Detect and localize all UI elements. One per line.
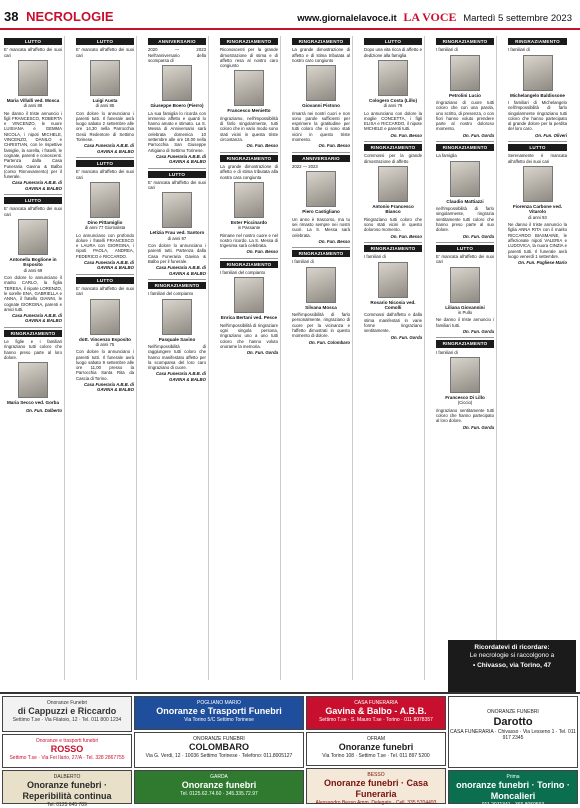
notice-block — [364, 141, 422, 242]
ad-line1: BESSO — [367, 772, 385, 778]
notice-intro: I familiari di — [436, 47, 458, 53]
funeral-home-ad[interactable] — [306, 696, 446, 730]
ad-line1: Onoranze Funebri — [46, 700, 88, 706]
portrait-photo — [90, 60, 120, 96]
notice-body: La sua famiglia lo ricorda con immenso affetto e quanti lo hanno amato e stimato. La S. Messa di Anniversario sarà celebrata domenica 10 settembre alle ore 18,00 nella Parrocchia San Giuseppe Artigiano di Settimo Torinese. — [148, 110, 206, 153]
notice-intro: 2020 — 2023 Nell'anniversario della scomparsa di — [148, 47, 206, 63]
notice-body: Con dolore lo annunciano i parenti tutti. Il funerale avrà luogo sabato 9 settembre alle ore 11,00 presso la Parrocchia Santa Rita da Cascia di Torino. — [76, 349, 134, 381]
notice-type: LUTTO — [76, 38, 134, 45]
funeral-ads-strip — [0, 692, 580, 808]
deceased-name: Piero Castigliano — [302, 209, 340, 215]
notice-type: RINGRAZIAMENTO — [364, 245, 422, 252]
notice-type: LUTTO — [364, 38, 422, 45]
ad-brand: Gavina & Balbo - A.B.B. — [325, 706, 427, 716]
notice-block — [76, 274, 134, 396]
notice-intro: I familiari di — [364, 254, 386, 260]
funeral-home-signature: Casa Funeraria A.B.B. di GAVINA & BALBO — [84, 143, 134, 154]
notice-type: RINGRAZIAMENTO — [4, 330, 62, 337]
deceased-age: di anni 69 — [23, 267, 43, 273]
page-number: 38 — [4, 9, 19, 24]
ad-contact: CASA FUNERARIA · Chivasso · Via Lesseno 1 · Tel. 011 917 2345 — [450, 729, 576, 741]
deceased-name: Giuseppe Boero (Pierro) — [150, 103, 204, 109]
column-6 — [362, 36, 425, 680]
portrait-photo — [234, 70, 264, 106]
notice-intro: E' mancata all'affetto dei suoi cari — [436, 254, 494, 265]
notice-type: RINGRAZIAMENTO — [436, 38, 494, 45]
notice-intro: E' mancata all'affetto dei suoi cari — [4, 47, 62, 58]
deceased-age: di anni 77 Giornalista — [84, 225, 126, 231]
funeral-home-signature: On. Fun. Gorda — [462, 329, 494, 335]
funeral-home-ad[interactable] — [306, 768, 446, 804]
notice-body: Ne danno il triste annuncio la figlia ANNA RITA con il marito RICCARDO BIASMAINE, le affezionate nipoti VALERIA e LUDOVICA, la nuora CINZIA e parenti tutti. Il funerale avrà luogo venerdì 1 settembre. — [508, 222, 567, 259]
funeral-home-signature: On. Fun. Besso — [318, 143, 350, 149]
newspaper-brand: LA VOCE — [403, 10, 457, 24]
deceased-name: Letizia Frau ved. Santoro — [149, 230, 205, 236]
deceased-age: di anni 97 — [167, 235, 187, 241]
funeral-home-signature: Casa Funeraria A.B.B. di GAVINA & BALBO — [156, 265, 206, 276]
deceased-name: Francesco Menietto — [227, 108, 271, 114]
funeral-home-signature: On. Fun. Gorda — [462, 424, 494, 430]
ad-contact: Tel. 0125 645 789 — [47, 802, 87, 808]
notice-body: Lo annunciano con profondo dolore i fratelli FRANCESCO e LAURA con GIORGINA, i nipoti PAOLA, ANDREA, FEDERICO e RICCARDO. — [76, 232, 134, 259]
funeral-home-signature: On. Fun. Colombaro — [308, 339, 350, 345]
funeral-home-signature: On. Fun. Dalberto — [25, 407, 62, 413]
notice-block — [436, 337, 494, 432]
funeral-home-ad[interactable] — [2, 696, 132, 732]
notice-block — [508, 36, 567, 141]
ad-brand: Onoranze funebri — [338, 742, 414, 752]
page-header — [0, 0, 580, 30]
notice-block — [436, 36, 494, 141]
notice-block — [148, 279, 206, 385]
notice-intro: La famiglia — [436, 153, 457, 159]
funeral-home-signature: Casa Funeraria A.B.B. di GAVINA & BALBO — [84, 382, 134, 393]
funeral-home-signature: Casa Funeraria A.B.B. di GAVINA & BALBO — [12, 313, 62, 324]
notice-intro: E' mancato all'affetto dei suoi cari — [76, 47, 134, 58]
notice-block — [220, 152, 278, 258]
notice-intro: I familiari di — [508, 47, 530, 53]
notice-type: RINGRAZIAMENTO — [220, 38, 278, 45]
ad-contact: Alessandro Besso Amm. Delegato · Cell. 335 5704493 — [315, 800, 437, 806]
notice-body: rimarrà nei nostri cuori e non sono parole sufficienti per esprimere la gratitudine per tutti coloro che ci sono stati vicini in questo triste momento. — [292, 110, 350, 143]
notice-block — [76, 157, 134, 274]
ad-contact: 011 2071341 · 366 8050593 — [481, 802, 545, 808]
deceased-age: (Ciccio) — [457, 400, 473, 406]
column-8 — [506, 36, 569, 680]
ricordate-line1: Ricordatevi di ricordare: — [474, 644, 550, 651]
header-right — [297, 10, 572, 25]
deceased-name: Giovanni Pistono — [302, 103, 340, 109]
notice-block — [292, 247, 350, 348]
notice-body: Con dolore lo annunciano il marito CARLO, la figlia TERESA, il nipote LORENZO, le sorelle ENA, GABRIELLA e ANNA, il fratello GIANNI, le cognate GIORGINA, parenti e amici tutti. — [4, 275, 62, 312]
deceased-name: Dino Pittamiglio — [87, 219, 123, 225]
notice-type: LUTTO — [76, 160, 134, 167]
portrait-photo — [450, 161, 480, 197]
notice-intro: I familiari del compianto — [148, 291, 194, 297]
column-7 — [434, 36, 497, 680]
portrait-photo — [378, 166, 408, 202]
ad-brand: Onoranze funebri · Reperibilità continua — [22, 780, 112, 801]
ad-line1: Onoranze e trasporti funebri — [35, 738, 99, 744]
deceased-name: Francesco Di Lillo — [445, 394, 485, 400]
portrait-photo — [378, 262, 408, 298]
deceased-name: Rosario Nicosia ved. Comolli — [370, 299, 416, 310]
funeral-home-signature: On. Fun. Besso — [390, 233, 422, 239]
funeral-home-signature: Casa Funeraria A.B.B. di GAVINA & BALBO — [12, 180, 62, 191]
notice-type: LUTTO — [76, 277, 134, 284]
notice-body: Nell'impossibilità di ringraziare ogni singola persona, ringraziano uno a uno tutti coloro che hanno voluto onorarne la memoria. — [220, 322, 278, 349]
ad-brand: di Cappuzzi e Riccardo — [17, 706, 117, 716]
header-left — [4, 9, 114, 24]
funeral-home-signature: On. Fun. Besso — [318, 238, 350, 244]
deceased-name: Claudio Mattiazzi — [446, 198, 484, 204]
notice-intro: La grande dimostrazione di affetto e di stima tributata alla nostra cara congiunta — [220, 163, 278, 180]
ad-brand: COLOMBARO — [189, 742, 249, 752]
funeral-home-signature: On. Fun. Besso — [246, 249, 278, 255]
deceased-name: Pasquale Savino — [158, 336, 196, 342]
section-title: NECROLOGIE — [26, 9, 114, 24]
ad-line1: Prima — [506, 774, 520, 780]
deceased-age: di anni 85 — [95, 103, 115, 109]
site-url[interactable]: www.giornalelavoce.it — [297, 13, 397, 24]
funeral-home-signature: Casa Funeraria A.B.B. di GAVINA & BALBO — [156, 371, 206, 382]
portrait-photo — [162, 192, 192, 228]
funeral-home-signature: On. Fun. Gorda — [246, 350, 278, 356]
notice-block — [364, 242, 422, 343]
notice-intro: Le figlie e i familiari ringraziano tutti coloro che hanno preso parte al loro dolore. — [4, 339, 62, 360]
notice-intro: Dopo una vita ricca di affetto e dedizione alla famiglia — [364, 47, 422, 58]
ad-brand: Darotto — [493, 716, 533, 728]
notice-block — [364, 36, 422, 141]
portrait-photo — [306, 65, 336, 101]
deceased-name: Antonella Boglione in Esposito — [9, 256, 57, 268]
notice-type: LUTTO — [4, 197, 62, 204]
deceased-name: Enrica Bertani ved. Pesce — [220, 315, 278, 321]
funeral-home-ad[interactable] — [134, 732, 304, 768]
deceased-name: Maria Villalli ved. Mosca — [6, 97, 60, 103]
deceased-name: Antonio Francesco Bianco — [372, 203, 414, 215]
deceased-name: Michelangelo Baldissone — [510, 92, 565, 98]
notice-body: Nell'impossibilità di farlo personalmente, ringraziano di cuore per la vicinanza e l'affetto dimostrati in questo momento di dolore. — [292, 312, 350, 339]
deceased-name: Petrolini Lucio — [449, 92, 481, 98]
notice-intro: Serenamente è mancata all'affetto dei suoi cari — [508, 153, 567, 164]
notice-body: nell'impossibilità di farlo singolarmente, ringrazia sentitamente tutti coloro che hanno preso parte al suo dolore. — [436, 206, 494, 233]
notice-block — [220, 36, 278, 152]
notice-type: LUTTO — [508, 144, 567, 151]
notice-type: RINGRAZIAMENTO — [364, 144, 422, 151]
notice-intro: La grande dimostrazione di affetto e di stima tributata al nostro caro congiunto — [292, 47, 350, 63]
ad-contact: Settimo T.se · S. Mauro T.se · Torino · 011 8978357 — [319, 717, 433, 723]
portrait-photo — [450, 267, 480, 303]
notice-intro: I familiari del compianto — [220, 270, 266, 276]
deceased-name: Cologero Costa (Lillo) — [369, 97, 417, 103]
portrait-photo — [378, 60, 408, 96]
column-2 — [74, 36, 137, 680]
deceased-age: di anni 79 — [383, 103, 403, 109]
notice-block — [76, 36, 134, 157]
notice-body: Ringraziano tutti coloro che sono stati vicini in questo doloroso momento. — [364, 216, 422, 233]
column-3 — [146, 36, 209, 680]
portrait-photo — [523, 55, 553, 91]
portrait-photo — [18, 60, 48, 96]
notice-block — [4, 194, 62, 327]
notice-intro: Riconoscenti per la grande dimostrazione di stima e di affetto resa al nostro caro congiunto — [220, 47, 278, 69]
column-5 — [290, 36, 353, 680]
notice-block — [4, 36, 62, 194]
deceased-age: in Pullo — [457, 310, 473, 316]
notice-body: ringraziamo, nell'impossibilità di farlo singolarmente, tutti coloro che in vario modo sono stati vicini in questa triste circostanza. — [220, 115, 278, 143]
notice-type: RINGRAZIAMENTO — [292, 250, 350, 257]
notice-intro: Commossi per la grande dimostrazione di affetto — [364, 153, 422, 164]
ad-line1: POGLIANO MARIO — [197, 700, 241, 706]
notice-type: LUTTO — [148, 171, 206, 178]
ad-contact: Via Torino 5/C Settimo Torinese — [184, 717, 254, 723]
portrait-photo — [90, 299, 120, 335]
notice-type: RINGRAZIAMENTO — [148, 282, 206, 289]
notice-type: LUTTO — [436, 245, 494, 252]
notice-type: ANNIVERSARIO — [292, 155, 350, 162]
notice-block — [148, 36, 206, 168]
notice-block — [4, 327, 62, 416]
funeral-home-signature: Casa Funeraria A.B.B. di GAVINA & BALBO — [156, 153, 206, 165]
notice-intro: I familiari di — [436, 349, 458, 355]
deceased-name: Liliana Giovannini — [445, 304, 485, 310]
notice-type: RINGRAZIAMENTO — [292, 38, 350, 45]
notice-body: ringraziano di cuore tutti coloro che con una parola, uno scritto, di presenza, o con fiori hanno voluto prendere parte al nostro doloroso momento. — [436, 100, 494, 132]
ricordate-line2: Le necrologie si raccolgono a — [469, 652, 555, 659]
notice-intro: E' mancata all'affetto dei suoi cari — [148, 179, 206, 191]
portrait-photo — [162, 65, 192, 101]
ad-brand: onoranze funebri · Torino · Moncalieri — [456, 780, 570, 801]
portrait-photo — [234, 277, 264, 313]
deceased-name: Ester Piccinardo — [230, 219, 268, 225]
notice-body: Commossi dall'affetto e dalla stima manifestati in varie forme ringraziano sentitamente. — [364, 312, 422, 334]
notice-body: Con dolore lo annunciano i parenti tutti. Partenza dalla Casa Funeraria Gavina & Balbo per il funerale. — [148, 243, 206, 265]
ad-contact: Via Torino 108 · Settimo T.se · Tel. 011 897 5200 — [322, 753, 430, 759]
funeral-home-ad[interactable] — [134, 770, 304, 804]
notice-block — [148, 168, 206, 279]
notice-intro: E' mancata all'affetto dei suoi cari — [4, 206, 62, 217]
deceased-age: di anni 93 — [528, 214, 547, 220]
notice-block — [292, 36, 350, 152]
ad-contact: Settimo T.se · Via Filatoio, 12 · Tel. 011 800 1234 — [12, 717, 122, 723]
deceased-name: Fiorenza Carbone ved. Vitarolo — [512, 203, 563, 215]
deceased-name: Maria Secco ved. Gorba — [6, 400, 60, 406]
funeral-home-signature: On. Fun. Gorda — [390, 334, 422, 340]
funeral-home-signature: On. Fun. Pugliese Mario — [518, 260, 567, 266]
ad-brand: Onoranze funebri · Casa Funeraria — [323, 778, 429, 799]
notice-intro: E' mancato all'affetto dei suoi cari — [76, 285, 134, 297]
funeral-home-ad[interactable] — [2, 770, 132, 808]
ad-contact: Settimo T.se · Via Fei Ilario, 27/A · Tel. 328 2867755 — [9, 755, 125, 761]
notice-body: Con dolore lo annunciano i parenti tutti. Il funerale avrà luogo sabato 2 settembre alle ore 14,30 nella Parrocchia Gesù Redentore di Settimo Torinese. — [76, 110, 134, 143]
funeral-home-ad[interactable] — [306, 732, 446, 766]
notice-body: Ne danno il triste annuncio i figli FRANCESCO, ROBERTA e VINCENZO, le nuore LUISIANA e GEMMA NICOLA, i nipoti MICHELE, VINCENZO, DANILO e CHRISTIAN, con le rispettive famiglie, la sorella, i fratelli, le cognate, parenti e conoscenti. Partenza dalla Casa Funeraria Gavina & Balbo (corso Rinnovamento) per il funerale. — [4, 110, 62, 180]
portrait-photo — [523, 166, 553, 202]
notice-intro: 2022 — 2023 — [292, 163, 318, 169]
notice-type: LUTTO — [4, 38, 62, 45]
funeral-home-ad[interactable] — [2, 734, 132, 768]
funeral-home-signature: On. Fun. Oliveri — [535, 132, 567, 138]
notice-intro: I familiari di — [292, 259, 314, 265]
portrait-photo — [450, 55, 480, 91]
deceased-age: di anni 75 — [95, 341, 115, 347]
ad-brand: Onoranze funebri — [181, 780, 257, 790]
ad-contact: Tel. 0125.62.74.60 · 345.335.72.97 — [180, 791, 258, 797]
notice-body: Nell'impossibilità di raggiungere tutti coloro che hanno manifestato affetto per la scomparsa del loro caro ringraziano di cuore. — [148, 343, 206, 371]
column-4 — [218, 36, 281, 680]
funeral-home-signature: Casa Funeraria A.B.B. di GAVINA & BALBO — [84, 260, 134, 271]
notice-body: Rimane nel nostro cuore e nel nostro ricordo. La S. Messa di trigesima sarà celebrata. — [220, 232, 278, 249]
portrait-photo — [18, 362, 48, 398]
issue-date: Martedì 5 settembre 2023 — [463, 13, 572, 24]
portrait-photo — [18, 219, 48, 255]
column-1 — [2, 36, 65, 680]
notice-type: RINGRAZIAMENTO — [508, 38, 567, 45]
funeral-home-signature: On. Fun. Besso — [246, 143, 278, 149]
funeral-home-ad[interactable] — [134, 696, 304, 730]
ricordate-line3: • Chivasso, via Torino, 47 — [472, 662, 551, 669]
funeral-home-signature: On. Fun. Besso — [390, 132, 422, 138]
notice-type: RINGRAZIAMENTO — [220, 155, 278, 162]
ad-line1: CASA FUNERARIA — [354, 700, 398, 706]
notice-body: Un anno è trascorso, ma tu sei rimasto sempre nei nostri cuori. La S. Messa sarà celebrata. — [292, 216, 350, 238]
funeral-home-signature: On. Fun. Gorda — [462, 132, 494, 138]
notice-intro: E' mancato all'affetto dei suoi cari — [76, 169, 134, 180]
portrait-photo — [306, 171, 336, 207]
funeral-home-ad[interactable] — [448, 770, 578, 808]
notice-type: ANNIVERSARIO — [148, 38, 206, 45]
ricordate-box — [448, 640, 576, 692]
notice-block — [292, 152, 350, 247]
ad-line1: DALBERTO — [53, 774, 81, 780]
deceased-age: in Passante — [237, 225, 261, 231]
portrait-photo — [162, 299, 192, 335]
portrait-photo — [306, 267, 336, 303]
ad-line1: ONORANZE FUNEBRI — [487, 709, 539, 715]
notice-block — [436, 141, 494, 242]
notice-body: ringraziano sentitamente tutti coloro che hanno partecipato al loro dolore. — [436, 407, 494, 424]
ad-line1: ONORANZE FUNEBRI — [193, 736, 245, 742]
deceased-name: dott. Vincenzo Esposito — [79, 336, 131, 342]
notice-body: Lo annunciano con dolore la moglie CONCETTA, i figli ELISA e RICCARDO, il nipote MICHELE e parenti tutti. — [364, 110, 422, 132]
deceased-age: di anni 88 — [23, 103, 43, 109]
deceased-name: Silvana Mosca — [305, 304, 337, 310]
ad-brand: ROSSO — [50, 744, 84, 754]
ad-line1: GARDA — [210, 774, 228, 780]
notice-block — [436, 242, 494, 337]
portrait-photo — [450, 357, 480, 393]
notice-body: I familiari di Michelangelo nell'impossibilità di farlo singolarmente ringraziano tutti coloro che hanno partecipato al grande dolore per la perdita del loro caro. — [508, 100, 567, 132]
notice-body: Ne danno il triste annuncio i familiari tutti. — [436, 317, 494, 328]
notice-type: RINGRAZIAMENTO — [436, 340, 494, 347]
deceased-name: Luigi Austa — [92, 97, 118, 103]
notice-block — [508, 141, 567, 268]
ad-line1: OFRAM — [366, 736, 386, 742]
notice-type: RINGRAZIAMENTO — [220, 261, 278, 268]
funeral-home-ad[interactable] — [448, 696, 578, 768]
portrait-photo — [234, 182, 264, 218]
portrait-photo — [90, 182, 120, 218]
ad-contact: Via G. Verdi, 12 · 10036 Settimo Torinese · Telefono: 011.8005127 — [145, 753, 293, 759]
funeral-home-signature: On. Fun. Gorda — [462, 233, 494, 239]
notice-block — [220, 258, 278, 359]
ad-brand: Onoranze e Trasporti Funebri — [156, 706, 282, 716]
notice-type: RINGRAZIAMENTO — [436, 144, 494, 151]
